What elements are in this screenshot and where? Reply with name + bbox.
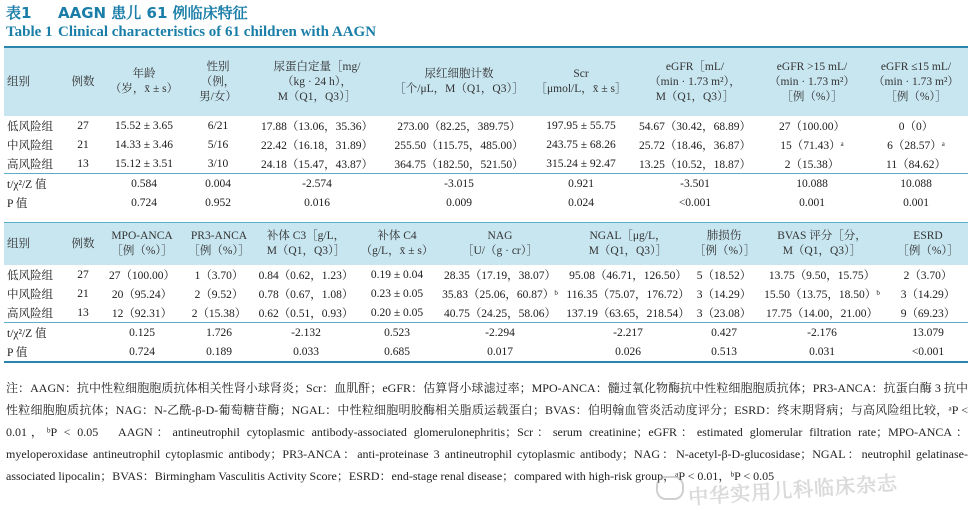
column-header: NGAL［μg/L， M（Q1，Q3）］ (564, 223, 692, 266)
table-cell (66, 323, 100, 343)
row-label: t/χ²/Z 值 (4, 174, 66, 194)
table-cell: 95.08（46.71，126.50） (569, 269, 687, 282)
table-cell: 3（14.29） (696, 288, 752, 301)
table-cell: 0.62（0.51，0.93） (258, 307, 354, 320)
table-cell: 1.726 (184, 323, 254, 343)
table-cell: 255.50（115.75，485.00） (394, 139, 524, 152)
table-cell: 0.024 (568, 196, 594, 209)
table-cell: 3（14.29） (900, 288, 956, 301)
table-cell (66, 342, 100, 362)
table-cell: 0.009 (446, 196, 472, 209)
table-row (4, 265, 968, 284)
table-cell: 315.24 ± 92.47 (546, 157, 616, 170)
table-cell: 0.001 (903, 196, 929, 209)
table-cell: 9（69.23） (900, 307, 956, 320)
table-cell: 0.004 (188, 174, 248, 194)
stats-row (4, 342, 968, 362)
table-cell: 15.12 ± 3.51 (114, 157, 174, 170)
table-cell: 27（100.00） (108, 269, 176, 282)
table-cell: 3/10 (207, 157, 229, 170)
column-header: 组别 (4, 47, 66, 116)
watermark-text: 中华实用儿科临床杂志 (687, 470, 899, 510)
table-cell: 0.001 (799, 196, 825, 209)
table-cell: 6（28.57）ᵃ (887, 139, 945, 152)
table-cell: 2（15.38） (191, 307, 247, 320)
table-row (4, 116, 968, 135)
table-cell: 0.031 (809, 345, 835, 358)
row-label: 低风险组 (7, 269, 53, 282)
table-cell: 0.78（0.67，1.08） (258, 288, 354, 301)
table-cell: 13 (77, 157, 89, 170)
table-cell: -3.015 (386, 174, 532, 194)
table-cell: -2.574 (248, 174, 386, 194)
column-header: 补体 C4 （g/L，x̄ ± s） (358, 223, 436, 266)
table-cell: 0.427 (692, 323, 756, 343)
table-cell: 0.584 (100, 174, 188, 194)
table-cell: 0.033 (293, 345, 319, 358)
table-cell: 10.088 (864, 174, 968, 194)
table-cell: 27（100.00） (778, 120, 846, 133)
table-cell: <0.001 (911, 345, 945, 358)
table-cell: 0.016 (304, 196, 330, 209)
table-cell: 13 (77, 306, 89, 319)
table-cell: 0.724 (131, 196, 157, 209)
table-cell: 22.42（16.18，31.89） (260, 139, 374, 152)
table-row (4, 303, 968, 323)
table-cell: 2（15.38） (784, 158, 840, 171)
column-header: BVAS 评分［分， M（Q1，Q3）］ (756, 223, 888, 266)
column-header: eGFR ≤15 mL/ （min · 1.73 m²） ［例（%）］ (864, 47, 968, 116)
table-cell: 0.921 (532, 174, 630, 194)
table-cell: 0.23 ± 0.05 (370, 287, 424, 300)
column-header: Scr ［μmol/L，x̄ ± s］ (532, 47, 630, 116)
table-cell: 17.75（14.00，21.00） (765, 307, 879, 320)
table-cell: 0.125 (100, 323, 184, 343)
column-header: 肺损伤 ［例（%）］ (692, 223, 756, 266)
table-cell: 0.017 (487, 345, 513, 358)
table-cell: 25.72（18.46，36.87） (638, 139, 752, 152)
column-header: 尿红细胞计数 ［个/μL，M（Q1，Q3）］ (386, 47, 532, 116)
table-cell: 14.33 ± 3.46 (114, 138, 174, 151)
table-cell (66, 174, 100, 194)
table-cell: 0.685 (384, 345, 410, 358)
stats-row (4, 323, 968, 343)
table-cell: 0.84（0.62，1.23） (258, 269, 354, 282)
wechat-icon (656, 476, 684, 500)
column-header: ESRD ［例（%）］ (888, 223, 968, 266)
table-cell: 11（84.62） (886, 158, 946, 171)
column-header: NAG ［U/（g · cr）］ (436, 223, 564, 266)
table-cell: 10.088 (760, 174, 864, 194)
table-cell: -2.132 (254, 323, 358, 343)
table-cell: 5（18.52） (696, 269, 752, 282)
table-title-cn: AAGN 患儿 61 例临床特征 (58, 4, 248, 22)
table-cell: 364.75（182.50，521.50） (394, 158, 524, 171)
table-row (4, 135, 968, 154)
table-cell: 116.35（75.07，176.72） (566, 288, 690, 301)
column-header: eGFR［mL/ （min · 1.73 m²）， M（Q1，Q3）］ (630, 47, 760, 116)
table-cell: 137.19（63.65，218.54） (566, 307, 690, 320)
table-cell: 35.83（25.06，60.87）ᵇ (442, 288, 558, 301)
table-cell: 273.00（82.25，389.75） (397, 120, 521, 133)
table-cell: 6/21 (207, 119, 229, 132)
table-caption-en (6, 24, 376, 41)
table-cell: 40.75（24.25，58.06） (443, 307, 557, 320)
table-cell: 13.75（9.50，15.75） (768, 269, 876, 282)
table-cell: 17.88（13.06，35.36） (260, 120, 374, 133)
table-cell: 0.952 (205, 196, 231, 209)
column-header: eGFR >15 mL/ （min · 1.73 m²） ［例（%）］ (760, 47, 864, 116)
column-header: MPO-ANCA ［例（%）］ (100, 223, 184, 266)
table-cell: 15.50（13.75，18.50）ᵇ (764, 288, 880, 301)
table-cell: 2（3.70） (903, 269, 953, 282)
clinical-table-part2 (4, 222, 968, 363)
table-footnote: 注：AAGN：抗中性粒细胞胞质抗体相关性肾小球肾炎；Scr：血肌酐；eGFR：估算肾小球滤过率；MPO-ANCA：髓过氧化物酶抗中性粒细胞胞质抗体；PR3-ANCA：抗蛋白酶 3 抗中性粒细胞胞质抗体；NAG：N-乙酰-β-D-葡萄糖苷酶；NGAL：中性粒细胞明胶酶相关脂质运载蛋白；BVAS：伯明翰血管炎活动度评分；ESRD：终末期肾病；与高风险组比较，ᵃP < 0.01，ᵇP < 0.05 AAGN：antineutrophil cytoplasmic antibody-associated glomerulonephritis；Scr：serum creatinine；eGFR：estimated glomerular filtration rate；MPO-ANCA：myeloperoxidase antineutrophil cytoplasmic antibody；PR3-ANCA：anti-proteinase 3 antineutrophil cytoplasmic antibody；NAG：N-acetyl-β-D-glucosidase；NGAL：neutrophil gelatinase-associated lipocalin；BVAS：Birmingham Vasculitis Activity Score；ESRD：end-stage renal disease；compared with high-risk group，ᵃP < 0.01，ᵇP < 0.05 (6, 381, 968, 483)
column-header: 例数 (66, 47, 100, 116)
table-cell: <0.001 (678, 196, 712, 209)
table-cell (66, 193, 100, 212)
column-header: 尿蛋白定量［mg/ （kg · 24 h）， M（Q1，Q3）］ (248, 47, 386, 116)
column-header: PR3-ANCA ［例（%）］ (184, 223, 254, 266)
clinical-table-part1 (4, 46, 968, 212)
table-cell: 13.25（10.52，18.87） (638, 158, 752, 171)
column-header: 例数 (66, 223, 100, 266)
table-cell: -2.217 (564, 323, 692, 343)
table-cell: 0（0） (898, 120, 934, 133)
table-title-en: Clinical characteristics of 61 children with AAGN (58, 24, 377, 40)
table-cell: 0.513 (711, 345, 737, 358)
table-label-cn: 表1 (6, 4, 32, 22)
column-header: 年龄 （岁，x̄ ± s） (100, 47, 188, 116)
table-row (4, 284, 968, 303)
table-cell: 20（95.24） (111, 288, 173, 301)
row-label: 高风险组 (7, 307, 53, 320)
table-label-en: Table 1 (6, 24, 53, 40)
table-cell: 3（23.08） (696, 307, 752, 320)
table-cell: 54.67（30.42，68.89） (638, 120, 752, 133)
stats-row (4, 174, 968, 194)
table-cell: 0.19 ± 0.04 (370, 268, 424, 281)
table-cell: 0.026 (615, 345, 641, 358)
table-cell: 0.523 (358, 323, 436, 343)
column-header: 性别 （例， 男/女） (188, 47, 248, 116)
table-cell: 28.35（17.19，38.07） (443, 269, 557, 282)
table-cell: 12（92.31） (111, 307, 173, 320)
table-cell: 0.20 ± 0.05 (370, 306, 424, 319)
table-cell: 15.52 ± 3.65 (114, 119, 174, 132)
table-cell: 243.75 ± 68.26 (546, 138, 616, 151)
column-header: 补体 C3［g/L， M（Q1，Q3）］ (254, 223, 358, 266)
row-label: P 值 (7, 346, 28, 359)
table-cell: 27 (77, 268, 89, 281)
table-cell: 0.189 (206, 345, 232, 358)
table-cell: 197.95 ± 55.75 (546, 119, 616, 132)
table-caption-cn (6, 2, 248, 23)
row-label: 中风险组 (7, 288, 53, 301)
table-cell: 24.18（15.47，43.87） (260, 158, 374, 171)
table-cell: 5/16 (207, 138, 229, 151)
row-label: 中风险组 (7, 139, 53, 152)
table-cell: 0.724 (129, 345, 155, 358)
table-cell: 21 (77, 287, 89, 300)
table-cell: 15（71.43）ᵃ (780, 139, 844, 152)
table-cell: -2.294 (436, 323, 564, 343)
table-cell: 27 (77, 119, 89, 132)
table-cell: 21 (77, 138, 89, 151)
table-cell: -2.176 (756, 323, 888, 343)
table-cell: -3.501 (630, 174, 760, 194)
table-cell: 2（9.52） (194, 288, 244, 301)
table-cell: 1（3.70） (194, 269, 244, 282)
row-label: 低风险组 (7, 120, 53, 133)
column-header: 组别 (4, 223, 66, 266)
row-label: t/χ²/Z 值 (4, 323, 66, 343)
table-cell: 13.079 (888, 323, 968, 343)
row-label: P 值 (7, 197, 28, 210)
table-row (4, 154, 968, 174)
stats-row (4, 193, 968, 212)
row-label: 高风险组 (7, 158, 53, 171)
